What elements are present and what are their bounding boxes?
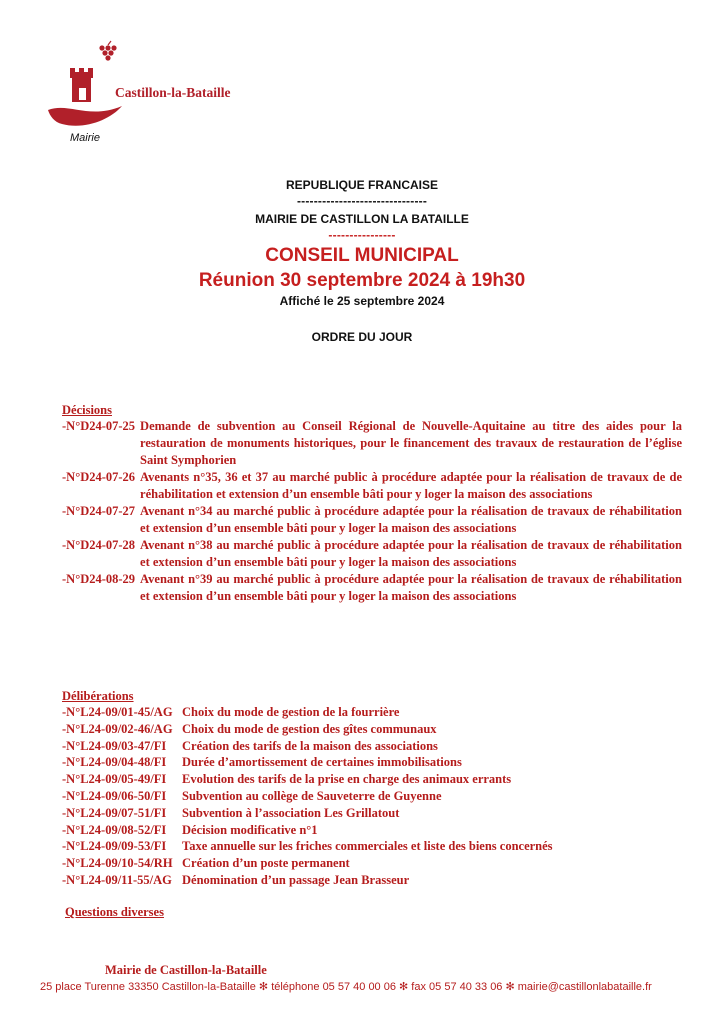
logo-town-name: Castillon-la-Bataille [115, 85, 231, 100]
decision-text: Demande de subvention au Conseil Régional de Nouvelle-Aquitaine au titre des aides pour la restauration de monuments historiques, pour le financement des travaux de restauration de l’église Saint Symphorien [140, 419, 682, 467]
decision-item [62, 469, 682, 503]
deliberation-item [62, 738, 682, 755]
deliberation-item [62, 822, 682, 839]
decision-text: Avenants n°35, 36 et 37 au marché public à procédure adaptée pour la réalisation de travaux de de réhabilitation et extension d’un ensemble bâti pour y loger la maison des associations [140, 470, 682, 501]
footer-address: 25 place Turenne 33350 Castillon-la-Bataille ✻ téléphone 05 57 40 00 06 ✻ fax 05 57 40 33 06 ✻ mairie@castillonlabataille.fr [40, 981, 652, 993]
deliberation-code: -N°L24-09/02-46/AG [62, 721, 173, 736]
decisions-list [62, 418, 682, 605]
deliberation-item [62, 754, 682, 771]
deliberation-item [62, 805, 682, 822]
deliberation-code: -N°L24-09/07-51/FI [62, 805, 167, 820]
deliberations-list [62, 704, 682, 889]
separator-2: ---------------- [328, 228, 396, 242]
council-title: CONSEIL MUNICIPAL [265, 245, 459, 266]
decision-code: -N°D24-08-29 [62, 572, 136, 586]
deliberation-code: -N°L24-09/03-47/FI [62, 738, 167, 753]
deliberation-text: Subvention au collège de Sauveterre de Guyenne [182, 788, 442, 803]
deliberation-item [62, 788, 682, 805]
deliberation-item [62, 704, 682, 721]
deliberation-text: Choix du mode de gestion de la fourrière [182, 705, 400, 719]
deliberation-text: Taxe annuelle sur les friches commerciales et liste des biens concernés [182, 839, 553, 854]
logo-subtitle: Mairie [70, 132, 100, 144]
deliberation-code: -N°L24-09/05-49/FI [62, 772, 167, 787]
deliberation-item [62, 771, 682, 788]
deliberation-item [62, 872, 682, 889]
deliberation-text: Durée d’amortissement de certaines immobilisations [182, 755, 462, 770]
deliberation-text: Décision modificative n°1 [182, 822, 318, 837]
deliberation-code: -N°L24-09/09-53/FI [62, 839, 167, 854]
decision-text: Avenant n°38 au marché public à procédure adaptée pour la réalisation de travaux de réhabilitation et extension d’un ensemble bâti pour y loger la maison des associations [140, 538, 682, 569]
decision-text: Avenant n°34 au marché public à procédure adaptée pour la réalisation de travaux de réhabilitation et extension d’un ensemble bâti pour y loger la maison des associations [140, 504, 682, 535]
municipal-logo [44, 40, 264, 150]
deliberation-code: -N°L24-09/01-45/AG [62, 705, 173, 719]
deliberation-code: -N°L24-09/11-55/AG [62, 872, 172, 887]
deliberation-text: Création d’un poste permanent [182, 856, 350, 871]
decision-item [62, 503, 682, 537]
decisions-title: Décisions [62, 403, 112, 417]
decisions-section [62, 402, 682, 605]
footer-name: Mairie de Castillon-la-Bataille [105, 963, 267, 977]
deliberation-code: -N°L24-09/06-50/FI [62, 788, 167, 803]
deliberations-title: Délibérations [62, 689, 134, 703]
meeting-date: Réunion 30 septembre 2024 à 19h30 [198, 270, 526, 291]
deliberations-section [62, 688, 682, 889]
deliberation-item [62, 721, 682, 738]
deliberation-code: -N°L24-09/10-54/RH [62, 856, 173, 871]
deliberation-text: Choix du mode de gestion des gîtes communaux [182, 721, 437, 736]
decision-item [62, 418, 682, 469]
decision-code: -N°D24-07-25 [62, 419, 136, 433]
deliberation-code: -N°L24-09/04-48/FI [62, 755, 167, 770]
town-hall-heading: MAIRIE DE CASTILLON LA BATAILLE [255, 212, 469, 226]
deliberation-code: -N°L24-09/08-52/FI [62, 822, 167, 837]
decision-item [62, 537, 682, 571]
deliberation-item [62, 855, 682, 872]
deliberation-text: Subvention à l’association Les Grillatout [182, 805, 400, 820]
questions-title: Questions diverses [65, 905, 164, 919]
decision-text: Avenant n°39 au marché public à procédure adaptée pour la réalisation de travaux de réhabilitation et extension d’un ensemble bâti pour y loger la maison des associations [140, 572, 682, 603]
decision-code: -N°D24-07-26 [62, 470, 136, 484]
separator-1: ------------------------------- [296, 194, 428, 208]
deliberation-text: Dénomination d’un passage Jean Brasseur [182, 872, 410, 887]
questions-section [65, 904, 685, 920]
republic-heading: REPUBLIQUE FRANCAISE [285, 178, 438, 192]
posted-date: Affiché le 25 septembre 2024 [279, 294, 445, 308]
decision-code: -N°D24-07-28 [62, 538, 136, 552]
agenda-heading: ORDRE DU JOUR [311, 330, 413, 344]
decision-code: -N°D24-07-27 [62, 504, 136, 518]
decision-item [62, 571, 682, 605]
deliberation-text: Evolution des tarifs de la prise en charge des animaux errants [182, 772, 512, 787]
deliberation-item [62, 838, 682, 855]
deliberation-text: Création des tarifs de la maison des associations [182, 738, 438, 753]
